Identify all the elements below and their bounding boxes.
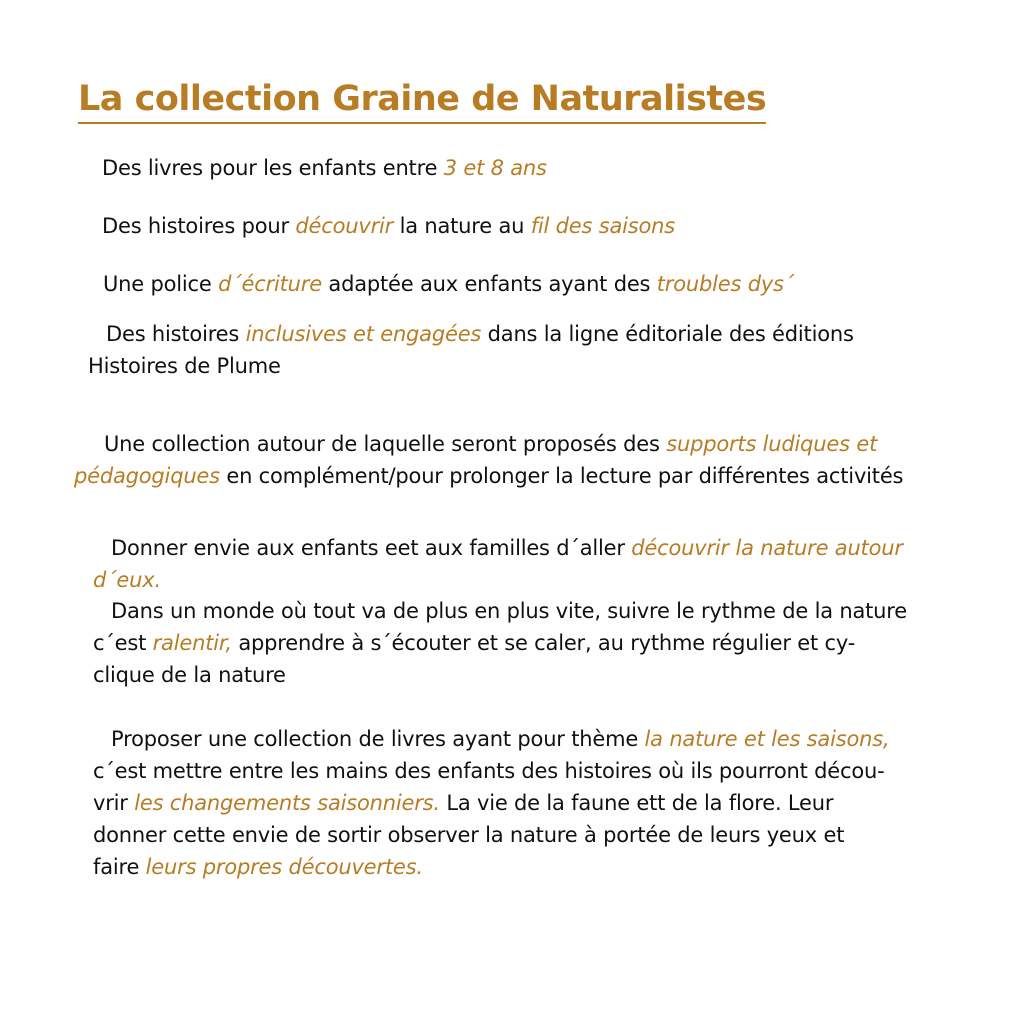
- highlighted-text: ralentir,: [152, 631, 232, 655]
- highlighted-text: 3 et 8 ans: [443, 156, 547, 180]
- highlighted-text: les changements saisonniers.: [134, 791, 440, 815]
- body-text: apprendre à s´écouter et se caler, au rythme régulier et cy-: [231, 631, 856, 655]
- body-text: dans la ligne éditoriale des éditions: [481, 322, 854, 346]
- paragraph-slow-down: [93, 595, 907, 691]
- highlighted-text: fil des saisons: [530, 214, 676, 238]
- body-text: Une collection autour de laquelle seront proposés des: [104, 432, 667, 456]
- body-text: c´est mettre entre les mains des enfants des histoires où ils pourront décou-: [93, 759, 885, 783]
- highlighted-text: supports ludiques et: [666, 432, 878, 456]
- paragraph-collection-theme: [93, 723, 889, 883]
- body-text: faire: [93, 855, 146, 879]
- highlighted-text: d´écriture: [218, 272, 322, 296]
- body-text: vrir: [93, 791, 135, 815]
- page-title: La collection Graine de Naturalistes: [78, 76, 766, 124]
- body-text: La vie de la faune ett de la flore. Leur: [439, 791, 834, 815]
- highlighted-text: d´eux.: [93, 568, 161, 592]
- highlighted-text: troubles dys´: [656, 272, 795, 296]
- body-text: Des histoires pour: [102, 214, 296, 238]
- paragraph-educational-supports: [74, 428, 903, 492]
- body-text: Proposer une collection de livres ayant pour thème: [111, 727, 645, 751]
- body-text: c´est: [93, 631, 153, 655]
- paragraph-inclusive: [88, 318, 854, 382]
- highlighted-text: pédagogiques: [74, 464, 220, 488]
- paragraph-seasons: [102, 210, 675, 242]
- body-text: Donner envie aux enfants eet aux familles d´aller: [111, 536, 632, 560]
- body-text: clique de la nature: [93, 663, 286, 687]
- highlighted-text: leurs propres découvertes.: [145, 855, 423, 879]
- paragraph-dys-font: [103, 268, 794, 300]
- highlighted-text: la nature et les saisons,: [644, 727, 890, 751]
- body-text: Dans un monde où tout va de plus en plus vite, suivre le rythme de la nature: [111, 599, 907, 623]
- body-text: Une police: [103, 272, 219, 296]
- body-text: en complément/pour prolonger la lecture par différentes activités: [219, 464, 904, 488]
- paragraph-discover-nature: [93, 532, 903, 596]
- body-text: Histoires de Plume: [88, 354, 281, 378]
- highlighted-text: inclusives et engagées: [245, 322, 482, 346]
- paragraph-age-range: [102, 152, 547, 184]
- highlighted-text: découvrir: [295, 214, 394, 238]
- highlighted-text: découvrir la nature autour: [631, 536, 903, 560]
- body-text: Des histoires: [106, 322, 246, 346]
- body-text: Des livres pour les enfants entre: [102, 156, 444, 180]
- body-text: donner cette envie de sortir observer la nature à portée de leurs yeux et: [93, 823, 845, 847]
- body-text: la nature au: [393, 214, 531, 238]
- body-text: adaptée aux enfants ayant des: [321, 272, 657, 296]
